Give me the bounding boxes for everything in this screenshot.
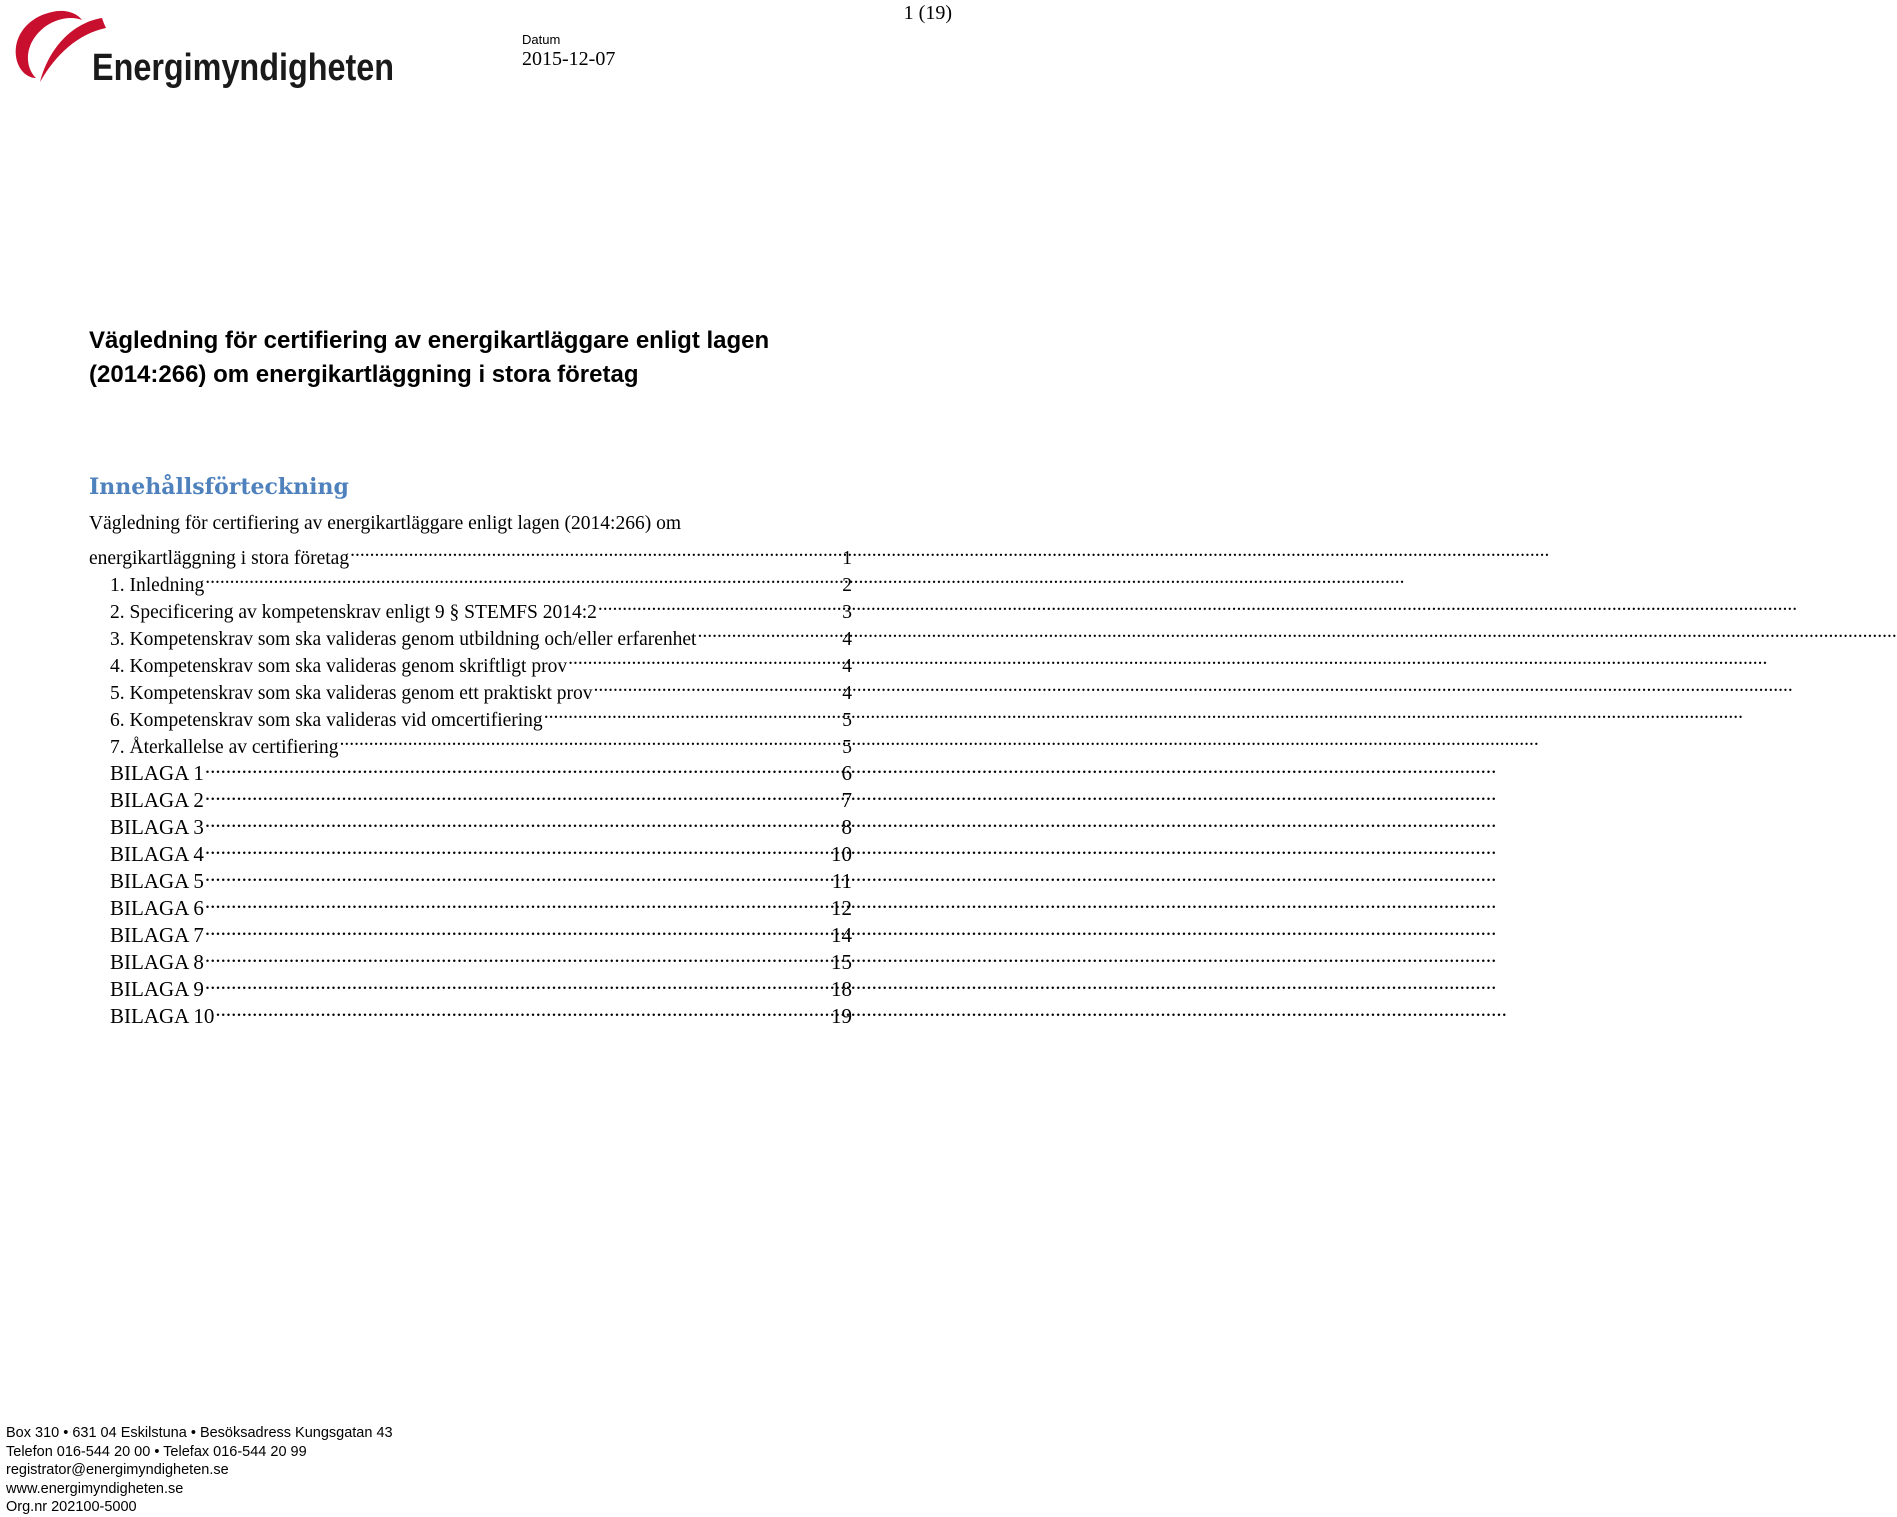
toc-entry-text: 4. Kompetenskrav som ska valideras genom skriftligt prov <box>110 656 568 677</box>
toc-entry-text: BILAGA 9 <box>110 977 204 1001</box>
toc-entry-text: BILAGA 7 <box>110 923 204 947</box>
toc-page-number: 4 <box>842 656 852 677</box>
footer-org-number: Org.nr 202100-5000 <box>6 1499 137 1515</box>
toc-leader-dots <box>205 834 830 861</box>
toc-entry-text: 6. Kompetenskrav som ska valideras vid omcertifiering <box>110 710 543 731</box>
toc-page-number: 10 <box>831 842 852 866</box>
toc-entry-text: BILAGA 3 <box>110 815 204 839</box>
toc-page-number: 2 <box>842 575 852 596</box>
date-label: Datum <box>522 32 561 47</box>
toc-leader-dots <box>205 969 830 996</box>
toc-page-number: 7 <box>841 788 852 812</box>
toc-leader-dots <box>568 645 841 672</box>
toc-page-number: 15 <box>831 950 852 974</box>
toc-entry-text: Vägledning för certifiering av energikartläggare enligt lagen (2014:266) om <box>89 513 682 534</box>
page-number: 1 (19) <box>903 2 952 24</box>
footer-email: registrator@energimyndigheten.se <box>6 1462 229 1478</box>
toc-leader-dots <box>544 699 842 726</box>
toc-entry-text: 3. Kompetenskrav som ska valideras genom utbildning och/eller erfarenhet <box>110 629 697 650</box>
footer-address: Box 310 • 631 04 Eskilstuna • Besöksadress Kungsgatan 43 <box>6 1425 393 1441</box>
toc-leader-dots <box>215 996 830 1023</box>
toc-page-number: 1 <box>842 548 852 569</box>
toc-page-number: 3 <box>842 602 852 623</box>
toc-entry-text: BILAGA 5 <box>110 869 204 893</box>
toc-entry-text: 1. Inledning <box>110 575 205 596</box>
toc-entry-text: BILAGA 6 <box>110 896 204 920</box>
toc-leader-dots <box>350 537 841 564</box>
toc-entry-text: BILAGA 10 <box>110 1004 215 1028</box>
toc-leader-dots <box>205 915 830 942</box>
toc-page-number: 8 <box>841 815 852 839</box>
toc-heading: Innehållsförteckning <box>89 474 349 500</box>
toc-entry-text: BILAGA 8 <box>110 950 204 974</box>
document-title: Vägledning för certifiering av energikartläggare enligt lagen (2014:266) om energikartläggning i stora företag <box>89 327 770 388</box>
toc-page-number: 4 <box>842 629 852 650</box>
toc-entry-text: energikartläggning i stora företag <box>89 548 350 569</box>
toc-page-number: 5 <box>842 710 852 731</box>
toc-page-number: 12 <box>831 896 852 920</box>
footer-website: www.energimyndigheten.se <box>6 1480 184 1497</box>
toc-page-number: 6 <box>841 761 852 785</box>
toc-leader-dots <box>205 753 841 780</box>
svg-text:Energimyndigheten: Energimyndigheten <box>92 47 394 89</box>
toc-page-number: 18 <box>831 977 852 1001</box>
toc-leader-dots <box>205 780 841 807</box>
toc-entry-text: BILAGA 2 <box>110 788 204 812</box>
toc-entry-text: BILAGA 4 <box>110 842 204 866</box>
toc-page-number: 11 <box>831 869 852 893</box>
toc-page-number: 5 <box>842 737 852 758</box>
toc-leader-dots <box>205 888 830 915</box>
toc-page-number: 14 <box>831 923 852 947</box>
table-of-contents <box>89 510 852 1028</box>
toc-leader-dots <box>205 564 841 591</box>
toc-entry-text: 7. Återkallelse av certifiering <box>110 737 339 758</box>
date-value: 2015-12-07 <box>522 48 616 70</box>
toc-leader-dots <box>339 726 841 753</box>
toc-leader-dots <box>205 861 831 888</box>
toc-leader-dots <box>205 807 841 834</box>
toc-entry-text: BILAGA 1 <box>110 761 204 785</box>
energimyndigheten-logo <box>6 4 396 94</box>
toc-leader-dots <box>598 591 841 618</box>
toc-leader-dots <box>697 618 841 645</box>
toc-leader-dots <box>205 942 830 969</box>
footer-phone: Telefon 016-544 20 00 • Telefax 016-544 20 99 <box>6 1443 307 1460</box>
toc-leader-dots <box>594 672 842 699</box>
toc-entry-text: 5. Kompetenskrav som ska valideras genom ett praktiskt prov <box>110 683 593 704</box>
toc-page-number: 4 <box>842 683 852 704</box>
toc-entry-text: 2. Specificering av kompetenskrav enligt 9 § STEMFS 2014:2 <box>110 602 597 623</box>
footer-contact <box>6 1424 393 1517</box>
toc-page-number: 19 <box>831 1004 852 1028</box>
toc-entry-title[interactable] <box>89 510 852 569</box>
